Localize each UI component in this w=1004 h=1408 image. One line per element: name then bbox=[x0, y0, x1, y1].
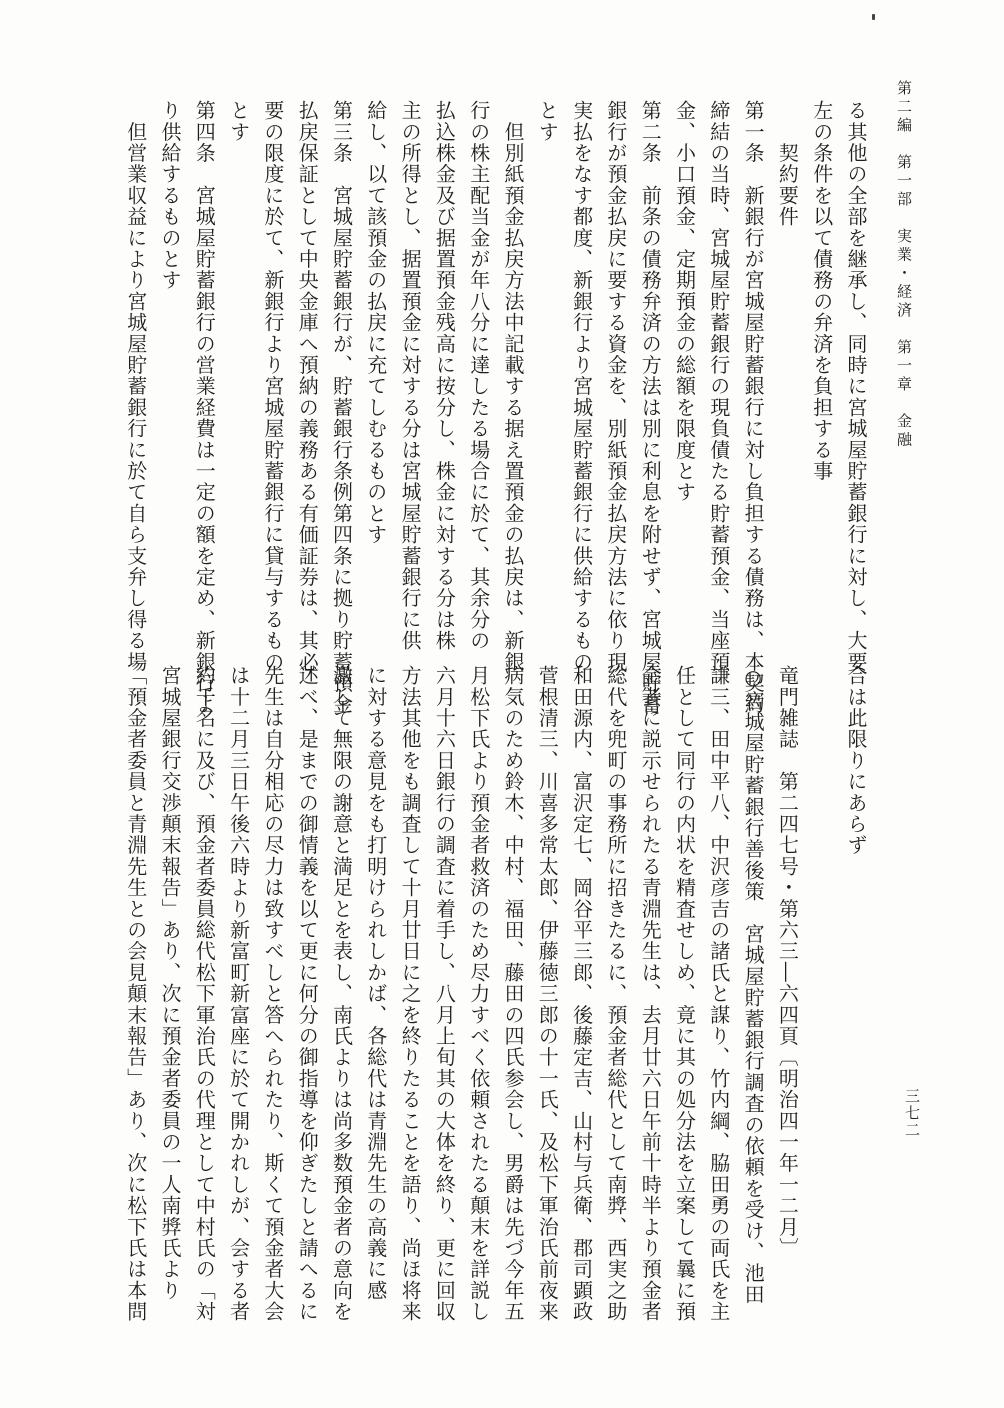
text-column: 第二条 前条の債務弁済の方法は別に利息を附せず、宮城屋貯蓄 bbox=[638, 100, 663, 715]
text-column: 払込株金及び据置預金残高に按分し、株金に対する分は株 bbox=[432, 100, 457, 652]
text-column: 但営業収益により宮城屋貯蓄銀行に於て自ら支弁し得る場 bbox=[123, 100, 148, 673]
text-column: 先生は自分相応の尽力は致すべしと答へられたり、斯くて預金者大会 bbox=[260, 665, 285, 1323]
text-column: 総代を兜町の事務所に招きたるに、預金者総代として南㢡、西実之助 bbox=[603, 665, 628, 1323]
text-column: 締結の当時、宮城屋貯蓄銀行の現負債たる貯蓄預金、当座預 bbox=[706, 100, 731, 673]
text-column: 金者に説示せられたる青淵先生は、去月廿六日午前十時半より預金者 bbox=[638, 665, 663, 1323]
text-column: 菅根清三、川喜多常太郎、伊藤徳三郎の十一氏、及松下軍治氏前夜来 bbox=[535, 665, 560, 1323]
print-mark bbox=[872, 14, 875, 20]
text-column: 謙三、田中平八、中沢彦吉の諸氏と謀り、竹内綱、脇田勇の両氏を主 bbox=[706, 665, 731, 1323]
text-column: 和田源内、富沢定七、岡谷平三郎、後藤定吉、山村与兵衛、郡司顕政 bbox=[569, 665, 594, 1323]
text-column: 月松下氏より預金者救済のため尽力すべく依頼されたる顛末を詳説し bbox=[466, 665, 491, 1323]
text-column: 但別紙預金払戻方法中記載する据え置預金の払戻は、新銀 bbox=[501, 100, 525, 673]
text-column: り供給するものとす bbox=[158, 100, 182, 291]
text-column: とす bbox=[535, 100, 560, 143]
text-column: 主の所得とし、据置預金に対する分は宮城屋貯蓄銀行に供 bbox=[398, 100, 423, 652]
text-column: 合は此限りにあらず bbox=[844, 665, 868, 856]
text-column: 六月十六日銀行の調査に着手し、八月上旬其の大体を終り、更に回収 bbox=[432, 665, 457, 1323]
text-column: 銀行が預金払戻に要する資金を、別紙預金払戻方法に依り現 bbox=[603, 100, 628, 673]
text-column: 契約要件 bbox=[775, 100, 800, 228]
text-column: 方法其他をも調査して十月廿日に之を終りたることを語り、尚ほ将来 bbox=[398, 665, 423, 1323]
text-column: る其他の全部を継承し、同時に宮城屋貯蓄銀行に対し、大要 bbox=[844, 100, 868, 673]
text-column: 第四条 宮城屋貯蓄銀行の営業経費は一定の額を定め、新銀行よ bbox=[192, 100, 217, 715]
text-column: 任として同行の内状を精査せしめ、竟に其の処分法を立案して曩に預 bbox=[672, 665, 697, 1323]
article-heading: ○宮城屋貯蓄銀行善後策 宮城屋貯蓄銀行調査の依頼を受け、池田 bbox=[741, 665, 766, 1305]
text-column: に対する意見をも打明けられしかば、各総代は青淵先生の高義に感 bbox=[363, 665, 388, 1301]
text-column: 約千名に及び、預金者委員総代松下軍治氏の代理として中村氏の「対 bbox=[192, 665, 217, 1323]
page-number: 三七二 bbox=[903, 1088, 921, 1139]
text-column: 要の限度に於て、新銀行より宮城屋貯蓄銀行に貸与するもの bbox=[260, 100, 285, 673]
text-column: 実払をなす都度、新銀行より宮城屋貯蓄銀行に供給するもの bbox=[569, 100, 594, 673]
text-column: は十二月三日午後六時より新富町新富座に於て開かれしが、会する者 bbox=[226, 665, 251, 1323]
text-column: とす bbox=[226, 100, 251, 143]
text-column: 払戻保証として中央金庫へ預納の義務ある有価証券は、其必 bbox=[295, 100, 320, 673]
text-column: 第一条 新銀行が宮城屋貯蓄銀行に対し負担する債務は、本契約 bbox=[741, 100, 766, 715]
text-column: 給し、以て該預金の払戻に充てしむるものとす bbox=[363, 100, 388, 546]
text-column: 病気のため鈴木、中村、福田、藤田の四氏参会し、男爵は先づ今年五 bbox=[501, 665, 525, 1323]
text-column: 「預金者委員と青淵先生との会見顛末報告」あり、次に松下氏は本問 bbox=[123, 665, 148, 1323]
text-column: 第三条 宮城屋貯蓄銀行が、貯蓄銀行条例第四条に拠り貯蓄預金 bbox=[329, 100, 354, 715]
text-column: 述べ、是までの御情義を以て更に何分の御指導を仰ぎたしと請へるに bbox=[295, 665, 320, 1323]
text-column: 金、小口預金、定期預金の総額を限度とす bbox=[672, 100, 697, 503]
text-column: 宮城屋銀行交渉顛末報告」あり、次に預金者委員の一人南㢡氏より bbox=[158, 665, 182, 1301]
text-column: 激して無限の謝意と満足とを表し、南氏よりは尚多数預金者の意向を bbox=[329, 665, 354, 1323]
text-column: 行の株主配当金が年八分に達したる場合に於て、其余分の bbox=[466, 100, 491, 652]
text-column: 左の条件を以て債務の弁済を負担する事 bbox=[809, 100, 834, 482]
running-title: 第二編 第一部 実業・経済 第一章 金融 bbox=[895, 80, 913, 450]
source-citation: 竜門雑誌 第二四七号・第六三―六四頁〔明治四一年一二月〕 bbox=[775, 665, 800, 1259]
